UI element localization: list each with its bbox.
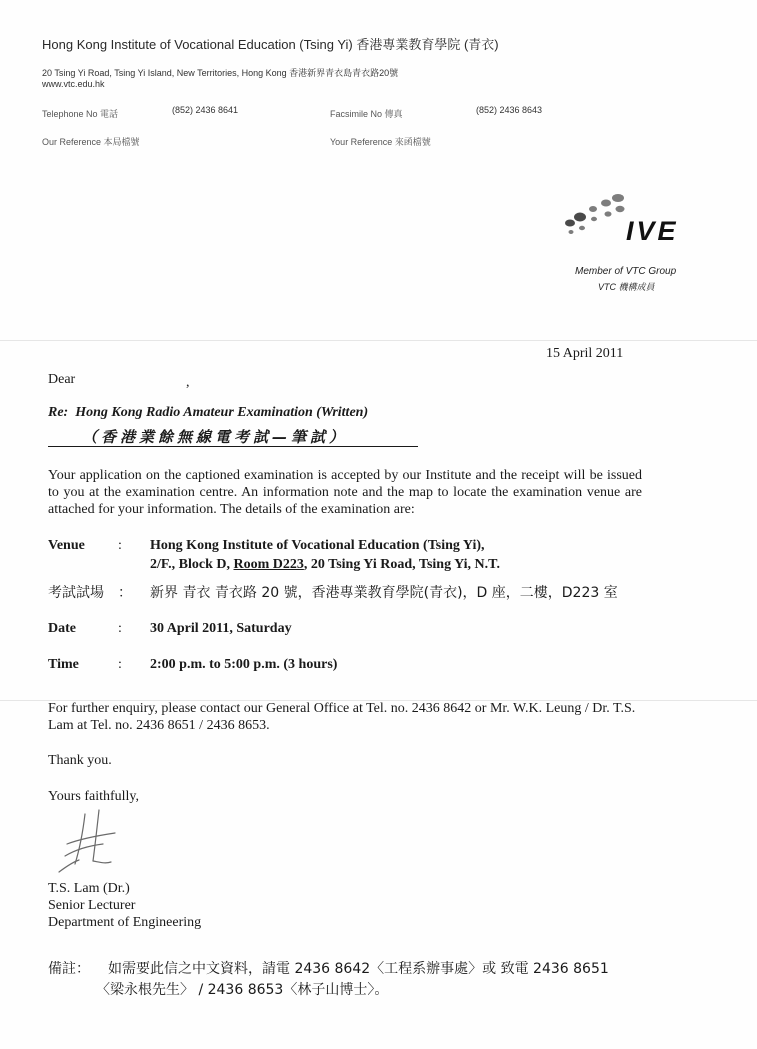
salutation-comma: , xyxy=(186,375,190,390)
subject-title: Hong Kong Radio Amateur Examination (Written) xyxy=(75,405,369,420)
signer-department: Department of Engineering xyxy=(48,915,202,930)
institute-name: Hong Kong Institute of Vocational Education (Tsing Yi) 香港專業教育學院 (青衣) xyxy=(42,37,499,52)
venue-label: Venue xyxy=(48,538,85,553)
signer-title: Senior Lecturer xyxy=(48,898,136,913)
institute-address: 20 Tsing Yi Road, Tsing Yi Island, New Territories, Hong Kong 香港新界青衣島青衣路20號 xyxy=(42,68,399,78)
venue-line-2-start: 2/F., Block D, xyxy=(150,557,234,572)
closing-line: Yours faithfully, xyxy=(48,789,140,804)
venue-line-2 xyxy=(150,557,500,573)
exam-date: 30 April 2011, Saturday xyxy=(150,621,292,636)
date-colon: : xyxy=(118,621,122,636)
letter-date: 15 April 2011 xyxy=(546,346,624,361)
signature-icon xyxy=(55,806,125,876)
venue-chinese-address: 新界 青衣 青衣路 20 號，香港專業教育學院(青衣)，D 座，二樓，D223 室 xyxy=(150,585,618,601)
subject-title-chinese: （香港業餘無線電考試—筆試） xyxy=(82,428,349,446)
telephone-number: (852) 2436 8641 xyxy=(172,105,239,115)
logo-text: IVE xyxy=(626,216,679,246)
date-label: Date xyxy=(48,621,76,636)
venue-chinese-label xyxy=(48,582,132,602)
time-label: Time xyxy=(48,657,79,672)
institute-website: www.vtc.edu.hk xyxy=(42,79,105,89)
our-reference-label: Our Reference 本局檔號 xyxy=(42,137,140,147)
time-colon: : xyxy=(118,657,122,672)
exam-time: 2:00 p.m. to 5:00 p.m. (3 hours) xyxy=(150,657,338,672)
salutation: Dear xyxy=(48,372,76,387)
note-label: 備註： xyxy=(48,961,90,977)
venue-line-2-end: , 20 Tsing Yi Road, Tsing Yi, N.T. xyxy=(303,557,500,572)
signer-block xyxy=(48,880,201,931)
member-of-vtc-zh-text: VTC 機構成員 xyxy=(598,282,655,292)
venue-room: Room D223 xyxy=(233,557,304,572)
ive-logo-icon xyxy=(560,190,690,250)
your-reference-label: Your Reference 來函檔號 xyxy=(330,137,431,147)
member-of-vtc-text: Member of VTC Group xyxy=(575,266,677,277)
note-line-2: 〈梁永根先生〉 / 2436 8653〈林子山博士〉。 xyxy=(96,982,389,998)
venue-chinese-label-text: 考試試場 xyxy=(48,585,104,601)
subject-line xyxy=(48,405,368,421)
fax-number: (852) 2436 8643 xyxy=(476,105,543,115)
telephone-label: Telephone No 電話 xyxy=(42,109,119,119)
fax-label: Facsimile No 傳真 xyxy=(330,109,403,119)
fold-line-top xyxy=(0,340,757,341)
subject-underline xyxy=(48,446,418,447)
thanks-line: Thank you. xyxy=(48,753,112,768)
signer-name: T.S. Lam (Dr.) xyxy=(48,881,130,896)
venue-chinese-colon: ： xyxy=(118,585,132,601)
intro-paragraph: Your application on the captioned examination is accepted by our Institute and the receipt will be issued to you at the examination centre. An information note and the map to locate the examination venue are attached for your information. The details of the examination are: xyxy=(48,468,642,517)
subject-prefix: Re: xyxy=(48,405,69,420)
venue-line-1: Hong Kong Institute of Vocational Education (Tsing Yi), xyxy=(150,538,485,553)
venue-colon: : xyxy=(118,538,122,553)
note-line-1: 如需要此信之中文資料，請電 2436 8642〈工程系辦事處〉或 致電 2436 8651 xyxy=(108,961,609,977)
enquiry-paragraph: For further enquiry, please contact our General Office at Tel. no. 2436 8642 or Mr. W.K. Leung / Dr. T.S. Lam at Tel. no. 2436 8651 / 2436 8653. xyxy=(48,701,636,733)
